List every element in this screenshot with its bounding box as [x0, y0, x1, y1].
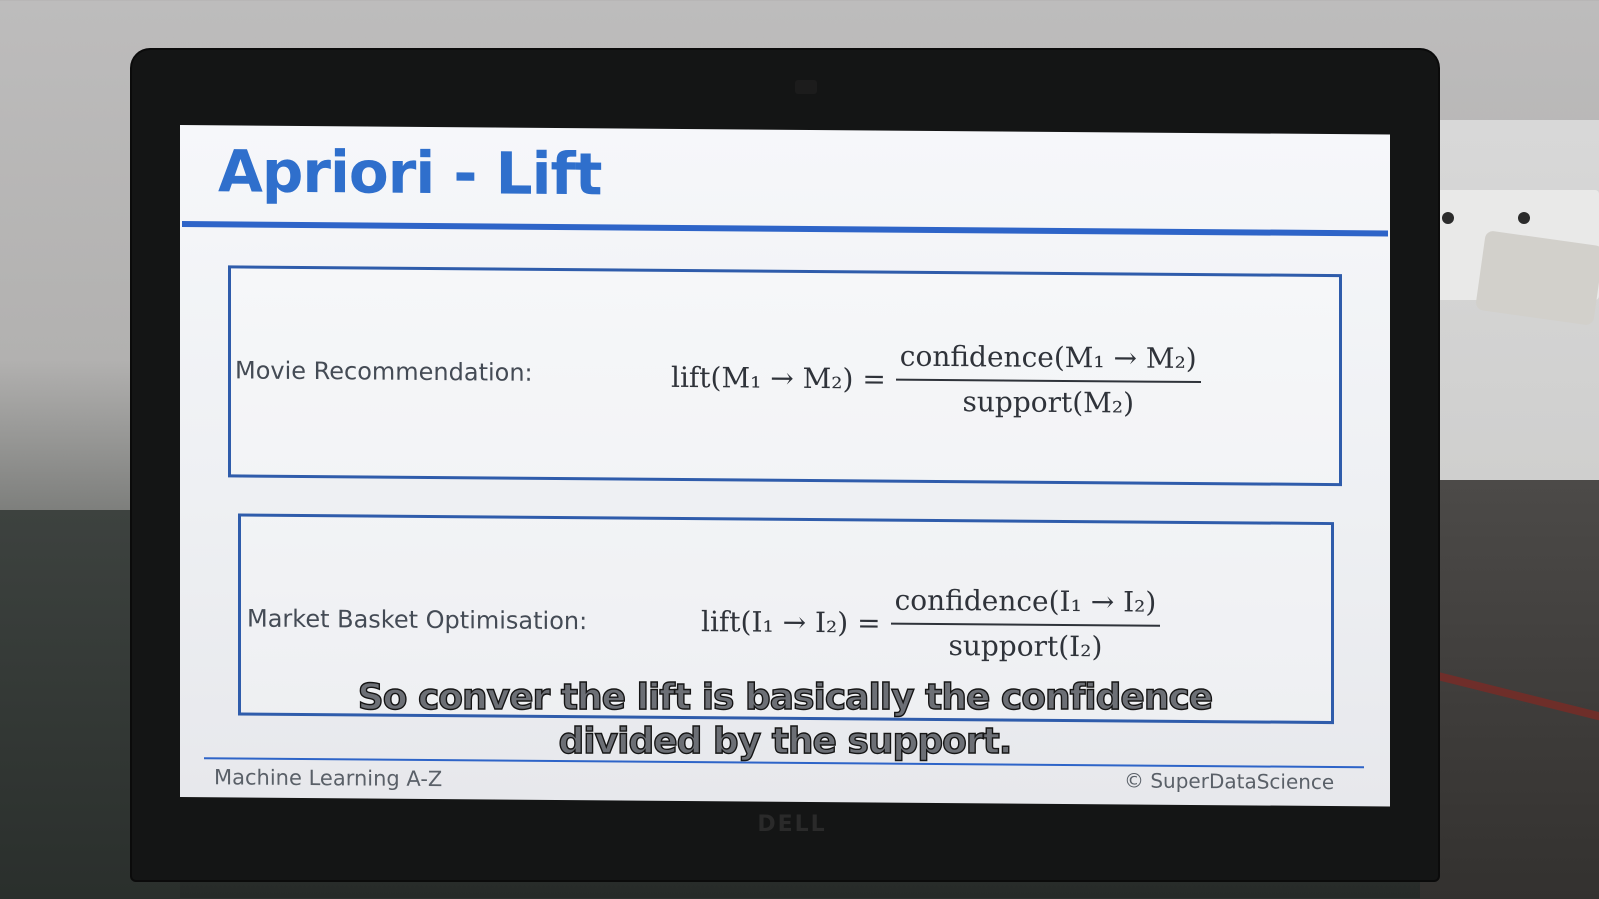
webcam-icon [795, 80, 817, 94]
market-lift-formula [701, 582, 1160, 664]
movie-formula-denominator: support(M₂) [962, 385, 1135, 420]
market-formula-numerator: confidence(I₁ → I₂) [891, 584, 1161, 627]
market-formula-lhs: lift(I₁ → I₂) = [701, 604, 881, 640]
title-underline [182, 221, 1388, 236]
laptop-brand-logo: DELL [757, 812, 827, 837]
movie-recommendation-box [228, 265, 1342, 486]
market-formula-fraction [891, 584, 1161, 664]
market-formula-denominator: support(I₂) [948, 629, 1103, 664]
footer-copyright: © SuperDataScience [1124, 768, 1335, 795]
movie-formula-fraction [896, 340, 1201, 420]
movie-formula-numerator: confidence(M₁ → M₂) [896, 340, 1201, 383]
market-basket-label: Market Basket Optimisation: [247, 604, 588, 636]
footer-course-name: Machine Learning A-Z [214, 765, 443, 792]
movie-recommendation-label: Movie Recommendation: [235, 356, 533, 387]
movie-formula-lhs: lift(M₁ → M₂) = [671, 360, 886, 396]
subtitle-line-2: divided by the support. [558, 721, 1012, 762]
power-plug [1475, 230, 1599, 326]
subtitle-line-1: So conver the lift is basically the confidence [357, 677, 1213, 718]
video-subtitle [180, 676, 1390, 764]
movie-lift-formula [671, 338, 1201, 420]
slide-title: Apriori - Lift [218, 137, 602, 209]
